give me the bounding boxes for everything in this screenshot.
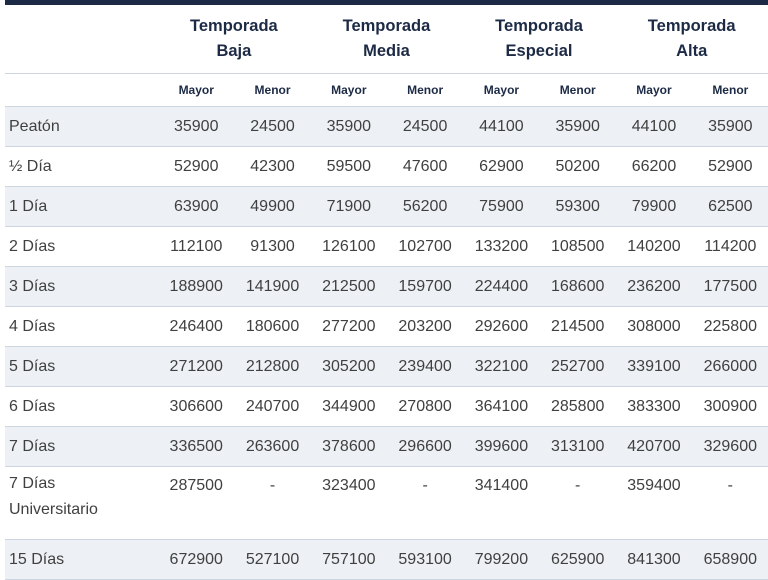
price-cell: 62900 <box>463 147 540 187</box>
price-cell: 336500 <box>158 427 235 467</box>
price-cell: 50200 <box>540 147 615 187</box>
price-cell: 66200 <box>615 147 692 187</box>
price-table <box>5 5 768 580</box>
price-cell: 841300 <box>615 540 692 580</box>
price-cell: 224400 <box>463 267 540 307</box>
price-cell: 593100 <box>387 540 462 580</box>
price-cell: 296600 <box>387 427 462 467</box>
price-cell: - <box>540 467 615 540</box>
column-header-menor: Menor <box>693 74 768 107</box>
price-cell: 420700 <box>615 427 692 467</box>
row-label: Peatón <box>5 107 158 147</box>
price-cell: 341400 <box>463 467 540 540</box>
season-header-baja: Temporada Baja <box>158 5 311 74</box>
price-cell: 344900 <box>310 387 387 427</box>
price-cell: 212500 <box>310 267 387 307</box>
price-cell: 126100 <box>310 227 387 267</box>
table-row <box>5 267 768 307</box>
column-header-menor: Menor <box>540 74 615 107</box>
row-label: 2 Días <box>5 227 158 267</box>
price-cell: 59300 <box>540 187 615 227</box>
row-label: 3 Días <box>5 267 158 307</box>
price-cell: 300900 <box>693 387 768 427</box>
price-cell: 799200 <box>463 540 540 580</box>
price-cell: 383300 <box>615 387 692 427</box>
price-cell: 42300 <box>235 147 310 187</box>
price-cell: 277200 <box>310 307 387 347</box>
price-cell: 329600 <box>693 427 768 467</box>
price-cell: 59500 <box>310 147 387 187</box>
season-header-media: Temporada Media <box>310 5 463 74</box>
price-cell: 56200 <box>387 187 462 227</box>
price-cell: 364100 <box>463 387 540 427</box>
price-cell: 140200 <box>615 227 692 267</box>
price-cell: 108500 <box>540 227 615 267</box>
table-row <box>5 427 768 467</box>
price-cell: 203200 <box>387 307 462 347</box>
price-cell: 49900 <box>235 187 310 227</box>
price-cell: 757100 <box>310 540 387 580</box>
price-cell: 114200 <box>693 227 768 267</box>
price-cell: 306600 <box>158 387 235 427</box>
column-header-mayor: Mayor <box>615 74 692 107</box>
price-cell: 323400 <box>310 467 387 540</box>
price-cell: 52900 <box>158 147 235 187</box>
price-cell: 71900 <box>310 187 387 227</box>
age-header-row <box>5 74 768 107</box>
table-row <box>5 540 768 580</box>
price-cell: 225800 <box>693 307 768 347</box>
price-cell: 214500 <box>540 307 615 347</box>
table-row <box>5 107 768 147</box>
row-label: ½ Día <box>5 147 158 187</box>
price-cell: 399600 <box>463 427 540 467</box>
price-cell: 168600 <box>540 267 615 307</box>
price-cell: - <box>693 467 768 540</box>
price-cell: - <box>235 467 310 540</box>
table-row <box>5 227 768 267</box>
table-row <box>5 467 768 540</box>
price-cell: 305200 <box>310 347 387 387</box>
price-cell: 188900 <box>158 267 235 307</box>
price-cell: 292600 <box>463 307 540 347</box>
price-cell: 44100 <box>615 107 692 147</box>
row-label: 7 Días Universitario <box>5 467 158 540</box>
price-cell: 35900 <box>310 107 387 147</box>
price-cell: 91300 <box>235 227 310 267</box>
price-cell: 658900 <box>693 540 768 580</box>
row-label: 1 Día <box>5 187 158 227</box>
column-header-mayor: Mayor <box>310 74 387 107</box>
price-cell: 63900 <box>158 187 235 227</box>
price-cell: 47600 <box>387 147 462 187</box>
price-cell: 141900 <box>235 267 310 307</box>
table-row <box>5 187 768 227</box>
price-cell: 359400 <box>615 467 692 540</box>
price-cell: 672900 <box>158 540 235 580</box>
price-cell: 240700 <box>235 387 310 427</box>
row-label: 7 Días <box>5 427 158 467</box>
price-cell: 180600 <box>235 307 310 347</box>
corner-cell <box>5 5 158 74</box>
table-row <box>5 347 768 387</box>
price-cell: 133200 <box>463 227 540 267</box>
corner-cell-sub <box>5 74 158 107</box>
price-cell: 62500 <box>693 187 768 227</box>
price-cell: 35900 <box>693 107 768 147</box>
price-cell: 79900 <box>615 187 692 227</box>
row-label: 15 Días <box>5 540 158 580</box>
price-cell: 35900 <box>540 107 615 147</box>
price-cell: 252700 <box>540 347 615 387</box>
price-cell: 102700 <box>387 227 462 267</box>
price-cell: 239400 <box>387 347 462 387</box>
row-label: 6 Días <box>5 387 158 427</box>
price-cell: 266000 <box>693 347 768 387</box>
price-cell: 270800 <box>387 387 462 427</box>
price-cell: 75900 <box>463 187 540 227</box>
price-cell: 246400 <box>158 307 235 347</box>
table-row <box>5 387 768 427</box>
price-cell: 159700 <box>387 267 462 307</box>
price-cell: 625900 <box>540 540 615 580</box>
row-label: 5 Días <box>5 347 158 387</box>
price-cell: 52900 <box>693 147 768 187</box>
price-cell: 322100 <box>463 347 540 387</box>
price-cell: 378600 <box>310 427 387 467</box>
price-cell: 24500 <box>387 107 462 147</box>
column-header-mayor: Mayor <box>158 74 235 107</box>
price-cell: 177500 <box>693 267 768 307</box>
price-cell: 527100 <box>235 540 310 580</box>
price-cell: 313100 <box>540 427 615 467</box>
price-cell: 263600 <box>235 427 310 467</box>
price-cell: 24500 <box>235 107 310 147</box>
price-cell: 308000 <box>615 307 692 347</box>
table-row <box>5 307 768 347</box>
season-header-alta: Temporada Alta <box>615 5 768 74</box>
price-cell: 44100 <box>463 107 540 147</box>
table-row <box>5 147 768 187</box>
column-header-menor: Menor <box>387 74 462 107</box>
price-cell: 236200 <box>615 267 692 307</box>
price-cell: 212800 <box>235 347 310 387</box>
column-header-mayor: Mayor <box>463 74 540 107</box>
price-cell: 35900 <box>158 107 235 147</box>
price-cell: 287500 <box>158 467 235 540</box>
price-cell: 285800 <box>540 387 615 427</box>
season-header-especial: Temporada Especial <box>463 5 616 74</box>
price-cell: - <box>387 467 462 540</box>
column-header-menor: Menor <box>235 74 310 107</box>
price-cell: 339100 <box>615 347 692 387</box>
row-label: 4 Días <box>5 307 158 347</box>
season-header-row <box>5 5 768 74</box>
price-cell: 271200 <box>158 347 235 387</box>
price-cell: 112100 <box>158 227 235 267</box>
